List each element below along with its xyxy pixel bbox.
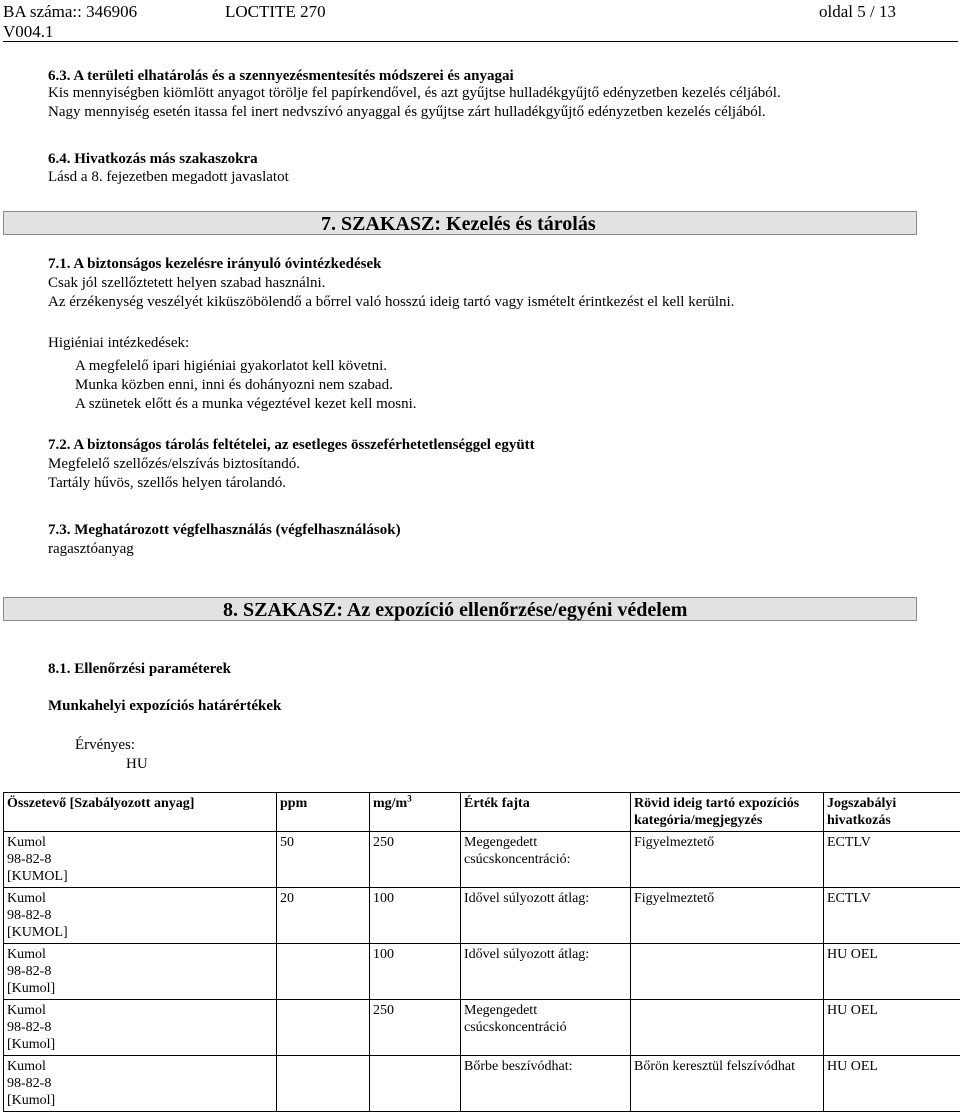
mgm3-cell: 100	[370, 944, 461, 1000]
short-term-cell: Bőrön keresztül felszívódhat	[631, 1056, 824, 1112]
hygiene-item: A megfelelő ipari higiéniai gyakorlatot kell követni.	[75, 358, 387, 375]
product-name: LOCTITE 270	[225, 2, 326, 21]
ppm-cell	[277, 944, 370, 1000]
section-6-4-text: Lásd a 8. fejezetben megadott javaslatot	[48, 169, 289, 186]
short-term-cell	[631, 1000, 824, 1056]
table-row	[4, 888, 960, 944]
short-term-cell: Figyelmeztető	[631, 888, 824, 944]
page-number: oldal 5 / 13	[819, 2, 896, 21]
column-header-value-type: Érték fajta	[461, 793, 631, 832]
mgm3-cell: 100	[370, 888, 461, 944]
short-term-cell: Figyelmeztető	[631, 832, 824, 888]
section-7-title: 7. SZAKASZ: Kezelés és tárolás	[321, 213, 596, 235]
column-header-component: Összetevő [Szabályozott anyag]	[4, 793, 277, 832]
version-number: V004.1	[3, 22, 54, 41]
component-cell: Kumol 98-82-8 [KUMOL]	[4, 832, 277, 888]
mgm3-cell: 250	[370, 1000, 461, 1056]
value-type-cell: Megengedett csúcskoncentráció	[461, 1000, 631, 1056]
header-rule	[3, 41, 958, 42]
section-7-3-heading: 7.3. Meghatározott végfelhasználás (végfelhasználások)	[48, 522, 401, 539]
legal-cell: HU OEL	[824, 944, 960, 1000]
section-6-3-heading: 6.3. A területi elhatárolás és a szennyezésmentesítés módszerei és anyagai	[48, 68, 514, 85]
section-6-3-text: Nagy mennyiség esetén itassa fel inert nedvszívó anyaggal és gyűjtse zárt hulladékgyűjtő edényzetben kezelés céljából.	[48, 104, 766, 121]
ppm-cell: 50	[277, 832, 370, 888]
column-header-legal: Jogszabályi hivatkozás	[824, 793, 960, 832]
column-header-mgm3: $mg/m^3$	[370, 793, 461, 832]
section-6-3-text: Kis mennyiségben kiömlött anyagot törölje fel papírkendővel, és azt gyűjtse hulladékgyűjtő edényzetben kezelés céljából.	[48, 85, 781, 102]
mgm3-cell: 250	[370, 832, 461, 888]
section-7-1-heading: 7.1. A biztonságos kezelésre irányuló óvintézkedések	[48, 256, 381, 273]
ppm-cell	[277, 1056, 370, 1112]
short-term-cell	[631, 944, 824, 1000]
ppm-cell	[277, 1000, 370, 1056]
table-header-row	[4, 793, 960, 832]
section-7-2-text: Megfelelő szellőzés/elszívás biztosítandó.	[48, 456, 300, 473]
invoice-number: BA száma:: 346906	[3, 2, 137, 21]
valid-label: Érvényes:	[75, 737, 135, 754]
legal-cell: ECTLV	[824, 832, 960, 888]
section-7-2-text: Tartály hűvös, szellős helyen tárolandó.	[48, 475, 286, 492]
value-type-cell: Idővel súlyozott átlag:	[461, 888, 631, 944]
value-type-cell: Bőrbe beszívódhat:	[461, 1056, 631, 1112]
legal-cell: HU OEL	[824, 1000, 960, 1056]
table-row	[4, 1000, 960, 1056]
section-7-2-heading: 7.2. A biztonságos tárolás feltételei, az esetleges összeférhetetlenséggel együtt	[48, 437, 535, 454]
valid-value: HU	[126, 756, 148, 773]
value-type-cell: Megengedett csúcskoncentráció:	[461, 832, 631, 888]
section-6-4-heading: 6.4. Hivatkozás más szakaszokra	[48, 151, 258, 168]
table-row	[4, 944, 960, 1000]
exposure-limits-table	[3, 792, 960, 1112]
hygiene-item: A szünetek előtt és a munka végeztével kezet kell mosni.	[75, 396, 417, 413]
section-7-1-text: Csak jól szellőztetett helyen szabad használni.	[48, 275, 325, 292]
component-cell: Kumol 98-82-8 [KUMOL]	[4, 888, 277, 944]
table-row	[4, 1056, 960, 1112]
hygiene-label: Higiéniai intézkedések:	[48, 335, 189, 352]
value-type-cell: Idővel súlyozott átlag:	[461, 944, 631, 1000]
column-header-short-term: Rövid ideig tartó expozíciós kategória/megjegyzés	[631, 793, 824, 832]
section-7-3-text: ragasztóanyag	[48, 541, 134, 558]
section-8-1-heading: 8.1. Ellenőrzési paraméterek	[48, 661, 231, 678]
table-row	[4, 832, 960, 888]
column-header-ppm: ppm	[277, 793, 370, 832]
section-8-title: 8. SZAKASZ: Az expozíció ellenőrzése/egyéni védelem	[223, 599, 687, 621]
legal-cell: HU OEL	[824, 1056, 960, 1112]
mgm3-cell	[370, 1056, 461, 1112]
hygiene-item: Munka közben enni, inni és dohányozni nem szabad.	[75, 377, 393, 394]
component-cell: Kumol 98-82-8 [Kumol]	[4, 1056, 277, 1112]
ppm-cell: 20	[277, 888, 370, 944]
component-cell: Kumol 98-82-8 [Kumol]	[4, 1000, 277, 1056]
section-7-1-text: Az érzékenység veszélyét kiküszöbölendő a bőrrel való hosszú ideig tartó vagy ismételt érintkezést el kell kerülni.	[48, 294, 734, 311]
exposure-limits-heading: Munkahelyi expozíciós határértékek	[48, 698, 281, 715]
component-cell: Kumol 98-82-8 [Kumol]	[4, 944, 277, 1000]
legal-cell: ECTLV	[824, 888, 960, 944]
